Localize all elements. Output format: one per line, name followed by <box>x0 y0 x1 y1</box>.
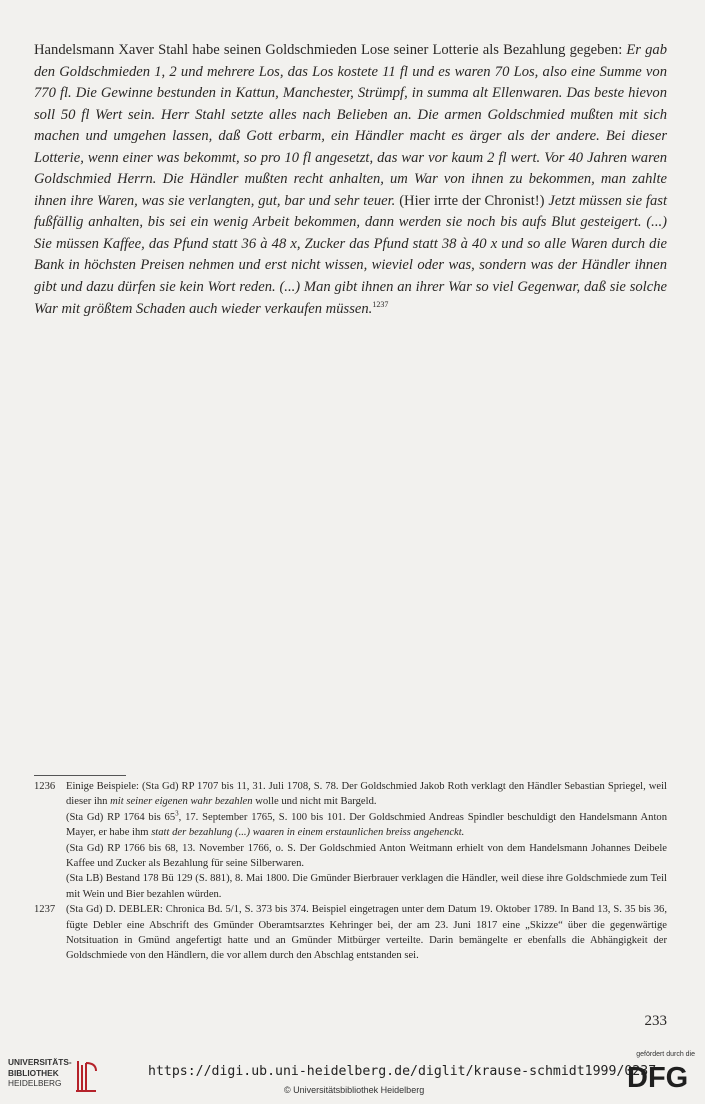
footnote-reference[interactable]: 1237 <box>372 299 389 309</box>
footnote-text: , 17. September 1765, S. 100 bis 101. Der Goldschmied Andreas Spindler beschuldigt den Handelsmann Anton Mayer, er habe ihm <box>66 811 667 839</box>
permalink-url[interactable]: https://digi.ub.uni-heidelberg.de/diglit/krause-schmidt1999/0237 <box>148 1064 657 1079</box>
footnote-paragraph: (Sta Gd) RP 1766 bis 68, 13. November 1766, o. S. Der Goldschmied Anton Weitmann erhielt von dem Handelsmann Johannes Deibele Kaffee und Zucker als Bezahlung für seine Silberwaren. <box>66 842 667 870</box>
superscript: 3 <box>175 809 179 818</box>
footnote-italic: statt der bezahlung (...) waaren in einem erstaunlichen breiss angehenckt. <box>151 827 465 839</box>
quote-italic: Jetzt müssen sie fast fußfällig anhalten, bis sei ein wenig Arbeit bekommen, dann werden sie noch bis aufs Blut gesteigert. (...) Sie müssen Kaffee, das Pfund statt 36 à 48 x, Zucker das Pfund statt 38 à 40 x und so alle Waren durch die Bank in höchsten Preisen nehmen und erst nicht wissen, wieviel oder was, sondern was der Händler ihnen gibt und dazu dürfen sie kein Wort reden. (...) Man gibt ihnen an ihrer War so viel Gegenwar, daß sie solche War mit größtem Schaden auch wieder verkaufen müssen. <box>34 192 667 317</box>
footnote-text: (Sta Gd) RP 1764 bis 65 <box>66 811 176 823</box>
text-roman: (Hier irrte der Chronist!) <box>395 192 549 209</box>
dfg-logo-text: DFG <box>627 1062 689 1091</box>
quote-italic: Er gab den Goldschmieden 1, 2 und mehrere Los, das Los kostete 11 fl und es waren 70 Los, also eine Summe von 770 fl. Die Gewinne bestunden in Kattun, Manchester, Strümpf, in summa alt Ellenwaren. Das beste hievon soll 50 fl Wert sein. Herr Stahl setzte alles nach Belieben an. Die armen Goldschmied mußten mit sich machen und umgehen lassen, daß Gott erbarm, ein Händler macht es ärger als der andere. Bei dieser Lotterie, wenn einer was bekommt, so pro 10 fl angesetzt, das war vor kaum 2 fl wert. Vor 40 Jahren waren Goldschmied Herrn. Die Händler mußten recht anhalten, um War von ihnen zu bekommen, man zahlte ihnen ihre Waren, was sie verlangten, gut, bar und sehr teuer. <box>34 42 667 209</box>
footnote-italic: mit seiner eigenen wahr bezahlen <box>110 796 253 808</box>
footnote-number: 1236 <box>34 781 56 792</box>
footnote-paragraph <box>66 810 667 841</box>
footnote-body <box>66 902 667 964</box>
main-paragraph <box>34 40 667 320</box>
library-name-line: HEIDELBERG <box>8 1078 62 1088</box>
footnote-body <box>66 779 667 902</box>
footnote-separator <box>34 775 126 776</box>
footnote-paragraph <box>66 779 667 810</box>
library-emblem-icon <box>74 1059 98 1093</box>
footnote-1236 <box>34 779 667 902</box>
library-name-line: UNIVERSITÄTS- <box>8 1057 72 1067</box>
library-name-line: BIBLIOTHEK <box>8 1067 59 1078</box>
main-text <box>34 40 667 320</box>
footnote-text: wolle und nicht mit Bargeld. <box>252 796 377 808</box>
footer-bar <box>0 1047 705 1104</box>
page-number: 233 <box>644 1013 667 1029</box>
library-logo[interactable] <box>8 1057 72 1089</box>
copyright-notice: © Universitätsbibliothek Heidelberg <box>284 1085 425 1095</box>
text-roman: Handelsmann Xaver Stahl habe seinen Goldschmieden Lose seiner Lotterie als Bezahlung gegeben: <box>34 42 627 58</box>
footnote-number: 1237 <box>34 904 56 916</box>
funding-caption: gefördert durch die <box>636 1051 695 1058</box>
footnote-paragraph: (Sta Gd) D. DEBLER: Chronica Bd. 5/1, S. 373 bis 374. Beispiel eingetragen unter dem Datum 19. Oktober 1789. In Band 13, S. 35 bis 36, fügte Debler eine Abschrift des Gmünder Oberamtsarztes Kehringer bei, der am 23. Juni 1817 eine „Skizze“ über die gegenwärtige Notsituation in Gmünd angefertigt hatte und an Gmünder Mitbürger verteilte. Darin bemängelte er ebenfalls die Abhängigkeit der Goldschmiede von den Händlern, die vor allem durch den Abschlag entstanden sei. <box>66 904 667 962</box>
footnote-text: Einige Beispiele: (Sta Gd) RP 1707 bis 11, 31. Juli 1708, S. 78. Der Goldschmied Jakob Roth verklagt den Händler Sebastian Spriegel, weil dieser ihn <box>66 781 667 808</box>
dfg-logo-icon[interactable] <box>627 1061 695 1091</box>
footnote-1237 <box>34 902 667 964</box>
footnotes <box>34 779 667 964</box>
footnote-paragraph: (Sta LB) Bestand 178 Bü 129 (S. 881), 8. Mai 1800. Die Gmünder Bierbrauer verklagen die Händler, weil diese ihre Goldschmiede zum Teil mit Wein und Bier bezahlen würden. <box>66 873 667 900</box>
